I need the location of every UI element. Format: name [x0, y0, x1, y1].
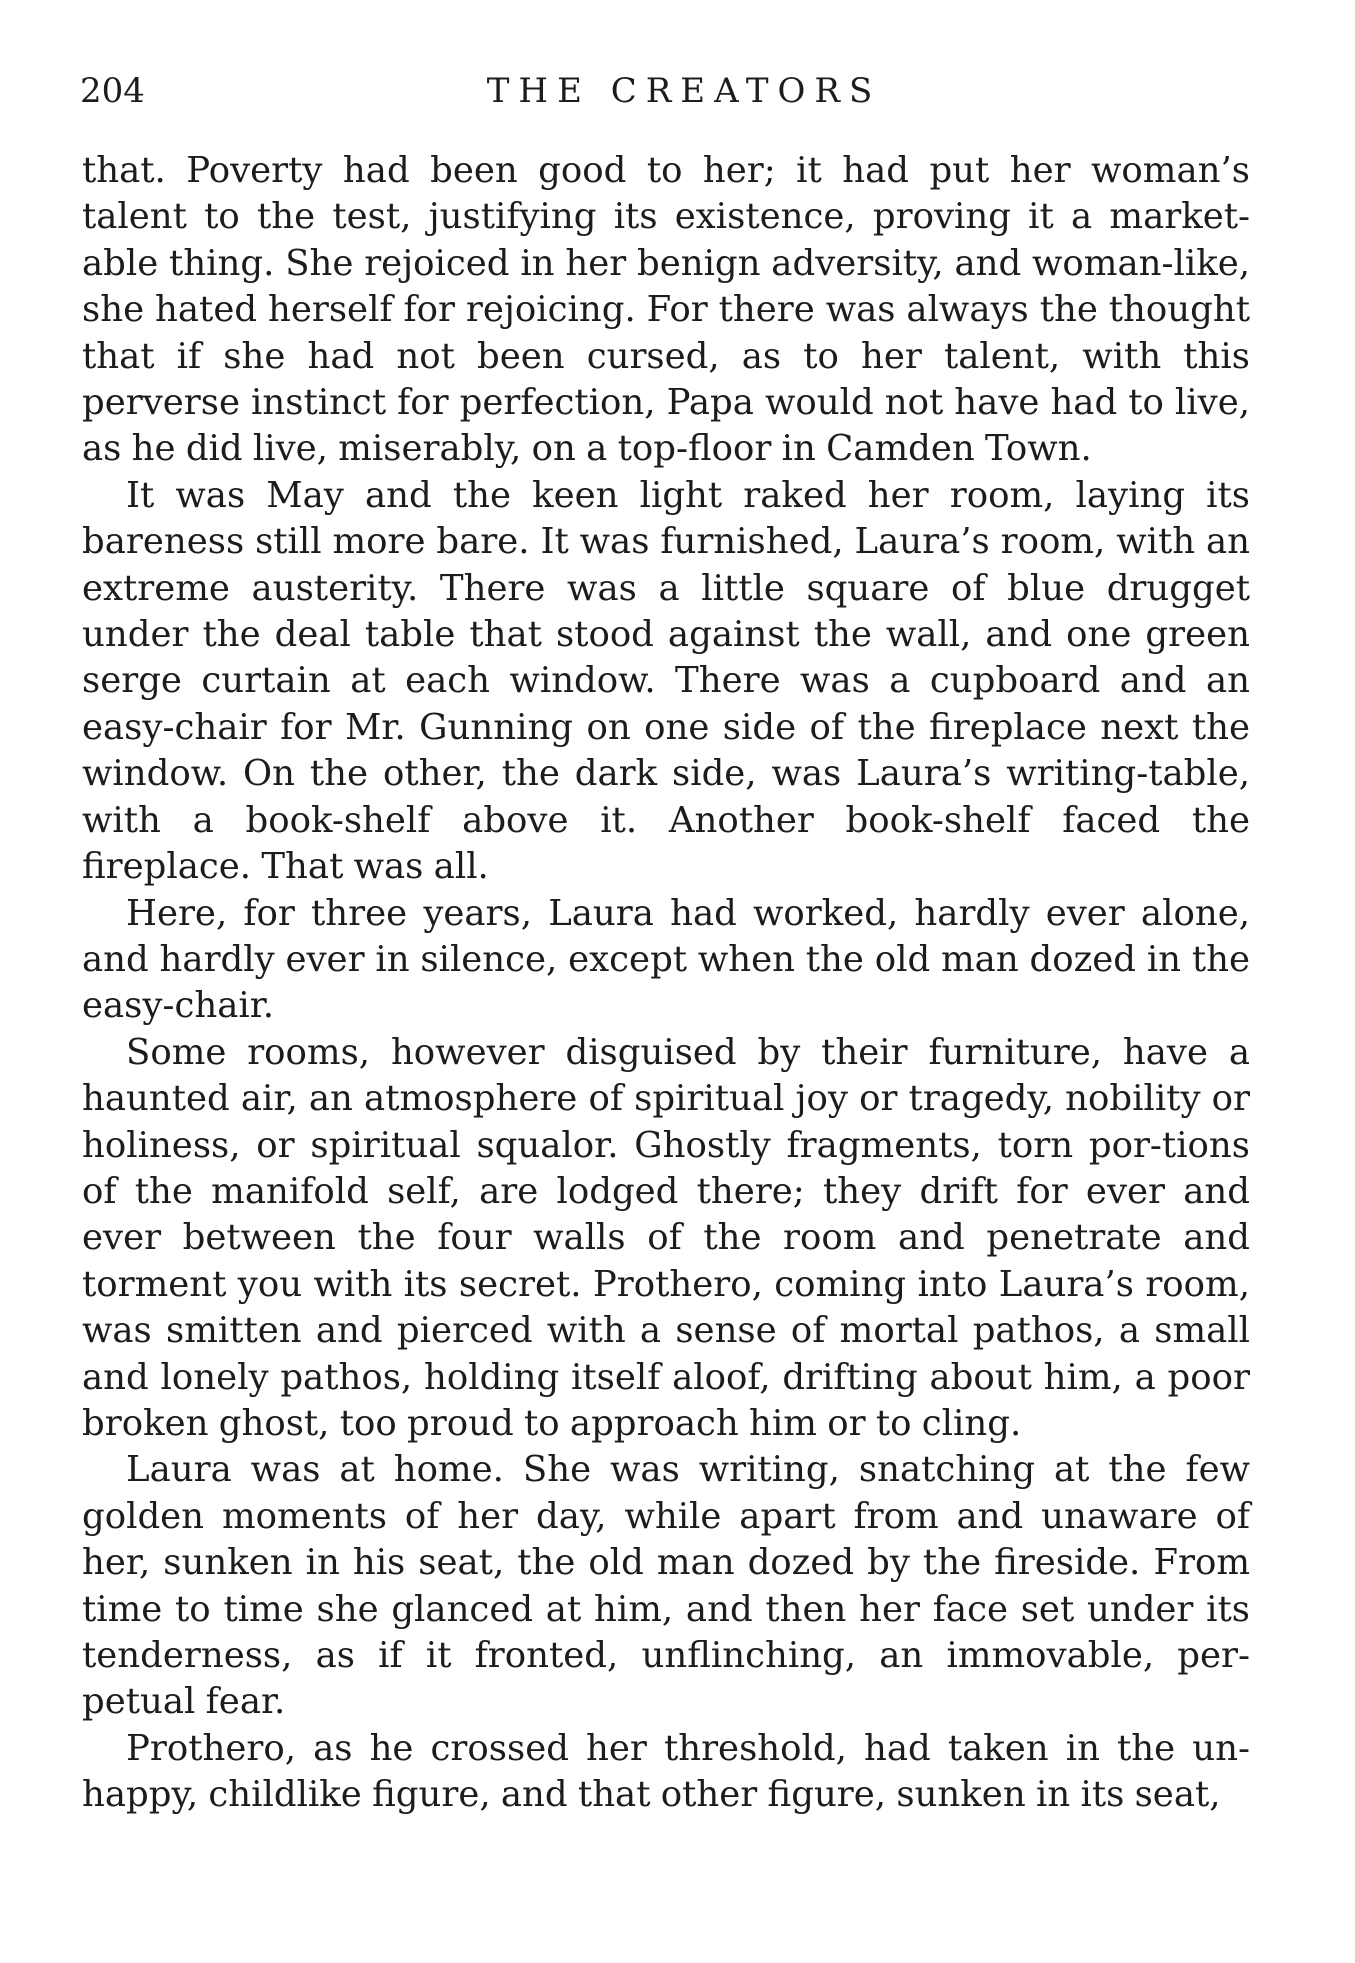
paragraph: Prothero, as he crossed her threshold, had taken in the un-happy, childlike figure, and that other figure, sunken in its seat, — [82, 1727, 1250, 1816]
paragraph-continued: that. Poverty had been good to her; it had put her woman’s talent to the test, justifying its existence, proving it a market-able thing. She rejoiced in her benign adversity, and woman-like, she hated herself for rejoicing. For there was always the thought that if she had not been cursed, as to her talent, with this perverse instinct for perfection, Papa would not have had to live, as he did live, miserably, on a top-floor in Camden Town. — [82, 150, 1250, 470]
paragraph: It was May and the keen light raked her room, laying its bareness still more bare. It was furnished, Laura’s room, with an extreme austerity. There was a little square of blue drugget under the deal table that stood against the wall, and one green serge curtain at each window. There was a cupboard and an easy-chair for Mr. Gunning on one side of the fireplace next the window. On the other, the dark side, was Laura’s writing-table, with a book-shelf above it. Another book-shelf faced the fireplace. That was all. — [82, 474, 1250, 888]
paragraph: Laura was at home. She was writing, snatching at the few golden moments of her day, while apart from and unaware of her, sunken in his seat, the old man dozed by the fireside. From time to time she glanced at him, and then her face set under its tenderness, as if it fronted, unflinching, an immovable, per-petual fear. — [82, 1449, 1250, 1723]
body-text — [82, 148, 1250, 1819]
page-number: 204 — [80, 71, 145, 111]
running-title: THE CREATORS — [486, 71, 882, 111]
paragraph: Some rooms, however disguised by their furniture, have a haunted air, an atmosphere of spiritual joy or tragedy, nobility or holiness, or spiritual squalor. Ghostly fragments, torn por-tions of the manifold self, are lodged there; they drift for ever and ever between the four walls of the room and penetrate and torment you with its secret. Prothero, coming into Laura’s room, was smitten and pierced with a sense of mortal pathos, a small and lonely pathos, holding itself aloof, drifting about him, a poor broken ghost, too proud to approach him or to cling. — [82, 1031, 1250, 1444]
page-header — [80, 66, 1248, 116]
paragraph: Here, for three years, Laura had worked, hardly ever alone, and hardly ever in silence, except when the old man dozed in the easy-chair. — [82, 892, 1250, 1027]
